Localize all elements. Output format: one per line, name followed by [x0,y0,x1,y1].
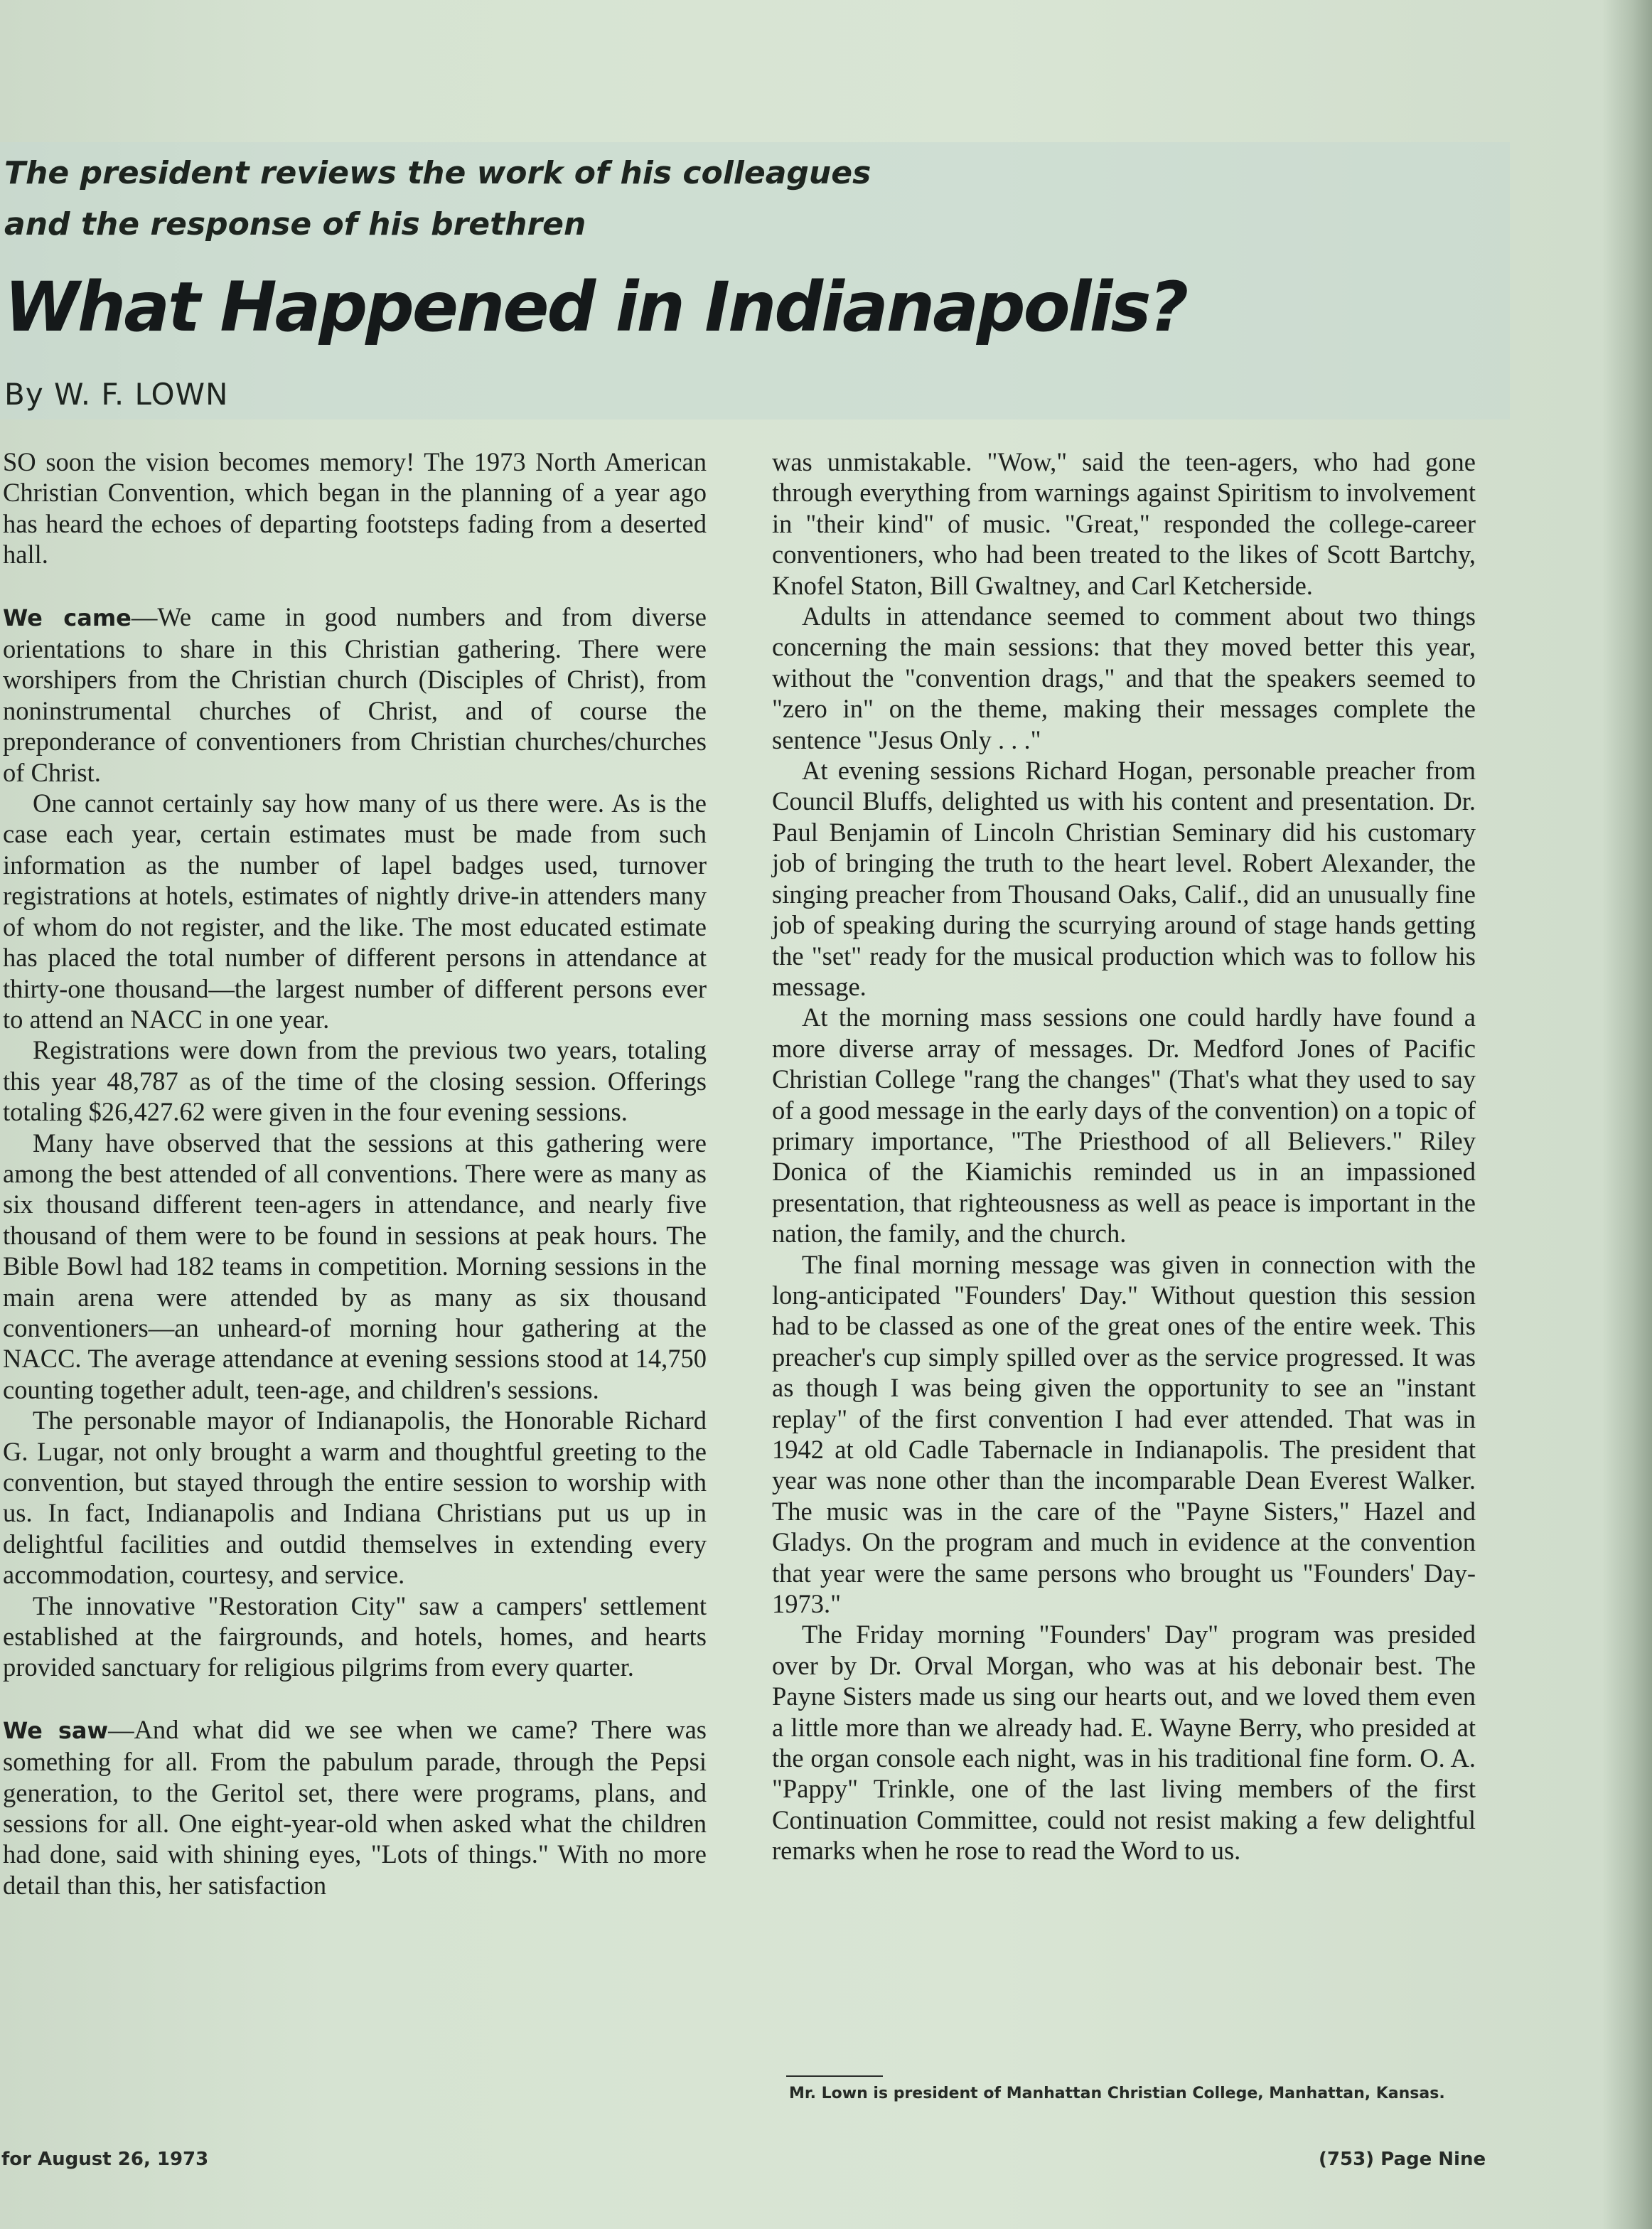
kicker-line-2: and the response of his brethren [4,206,586,242]
paragraph: The final morning message was given in connection with the long-anticipated "Founders' Day." Without question this session had to be classed as one of the great ones of the entire week. This preacher's cup simply spilled over as the service progressed. It was as though I was being given the opportunity to see an "instant replay" of the first convention I had ever attended. That was in 1942 at old Cadle Tabernacle in Indianapolis. The president that year was none other than the incomparable Dean Everest Walker. The music was in the care of the "Payne Sisters," Hazel and Gladys. On the program and much in evidence at the convention that year were the same persons who brought us "Founders' Day-1973." [772,1249,1476,1619]
article-headline: What Happened in Indianapolis? [4,267,1187,347]
paragraph: The innovative "Restoration City" saw a campers' settlement established at the fairgrounds, and hotels, homes, and hearts provided sanctuary for religious pilgrims from every quarter. [3,1591,707,1682]
kicker-line-1: The president reviews the work of his colleagues [4,155,871,191]
paragraph: The Friday morning "Founders' Day" program was presided over by Dr. Orval Morgan, who was at his debonair best. The Payne Sisters made us sing our hearts out, and we loved them even a little more than we already had. E. Wayne Berry, who presided at the organ console each night, was in his traditional fine form. O. A. "Pappy" Trinkle, one of the last living members of the first Continuation Committee, could not resist making a few delightful remarks when he rose to read the Word to us. [772,1620,1476,1866]
paragraph: Many have observed that the sessions at this gathering were among the best attended of all conventions. There were as many as six thousand different teen-agers in attendance, and nearly five thousand of them were to be found in sessions at peak hours. The Bible Bowl had 182 teams in competition. Morning sessions in the main arena were attended by as many as six thousand conventioners—an unheard-of morning hour gathering at the NACC. The average attendance at evening sessions stood at 14,750 counting together adult, teen-age, and children's sessions. [3,1128,707,1404]
paragraph: At evening sessions Richard Hogan, personable preacher from Council Bluffs, delighted us with his content and presentation. Dr. Paul Benjamin of Lincoln Christian Seminary did his customary job of bringing the truth to the heart level. Robert Alexander, the singing preacher from Thousand Oaks, Calif., did an unusually fine job of speaking during the scurrying around of stage hands getting the "set" ready for the musical production which was to follow his message. [772,756,1476,1001]
paragraph: Adults in attendance seemed to comment about two things concerning the main sessions: that they moved better this year, without the "convention drags," and that the speakers seemed to "zero in" on the theme, making their messages complete the sentence "Jesus Only . . ." [772,602,1476,754]
run-in-heading: We came [3,604,132,631]
paragraph: The personable mayor of Indianapolis, the Honorable Richard G. Lugar, not only brought a warm and thoughtful greeting to the convention, but stayed through the entire session to worship with us. In fact, Indianapolis and Indiana Christians put us up in delightful facilities and outdid themselves in extending every accommodation, courtesy, and service. [3,1406,707,1590]
paragraph-text: —And what did we see when we came? There was something for all. From the pabulum parade, through the Pepsi generation, to the Geritol set, there were programs, plans, and sessions for all. One eight-year-old when asked what the children had done, said with shining eyes, "Lots of things." With no more detail than this, her satisfaction [3,1714,707,1900]
right-text-column [772,447,1476,1866]
article-byline: By W. F. LOWN [4,377,229,412]
paragraph-text: —We came in good numbers and from diverse orientations to share in this Christian gathering. There were worshipers from the Christian church (Disciples of Christ), from noninstrumental churches of Christ, and of course the preponderance of conventioners from Christian churches/churches of Christ. [3,602,707,787]
page-number: (753) Page Nine [1319,2149,1486,2170]
paragraph: Registrations were down from the previous two years, totaling this year 48,787 as of the time of the closing session. Offerings totaling $26,427.62 were given in the four evening sessions. [3,1035,707,1127]
paragraph: At the morning mass sessions one could hardly have found a more diverse array of messages. Dr. Medford Jones of Pacific Christian College "rang the changes" (That's what they used to say of a good message in the early days of the convention) on a topic of primary importance, "The Priesthood of all Believers." Riley Donica of the Kiamichis reminded us in an impassioned presentation, that righteousness as well as peace is important in the nation, the family, and the church. [772,1003,1476,1249]
paragraph [3,602,707,788]
run-in-heading: We saw [3,1716,109,1744]
author-footnote: Mr. Lown is president of Manhattan Christian College, Manhattan, Kansas. [789,2085,1445,2102]
footnote-rule [786,2075,883,2077]
page-edge-shadow [1602,0,1652,2229]
paragraph: SO soon the vision becomes memory! The 1973 North American Christian Convention, which began in the planning of a year ago has heard the echoes of departing footsteps fading from a deserted hall. [3,447,707,570]
paragraph: One cannot certainly say how many of us there were. As is the case each year, certain estimates must be made from such information as the number of lapel badges used, turnover registrations at hotels, estimates of nightly drive-in attenders many of whom do not register, and the like. The most educated estimate has placed the total number of different persons in attendance at thirty-one thousand—the largest number of different persons ever to attend an NACC in one year. [3,789,707,1034]
article-kicker [4,148,871,250]
paragraph [3,1714,707,1901]
issue-date: for August 26, 1973 [1,2149,209,2170]
left-text-column [3,447,707,1901]
paragraph: was unmistakable. "Wow," said the teen-agers, who had gone through everything from warnings against Spiritism to involvement in "their kind" of music. "Great," responded the college-career conventioners, who had been treated to the likes of Scott Bartchy, Knofel Staton, Bill Gwaltney, and Carl Ketcherside. [772,447,1476,600]
